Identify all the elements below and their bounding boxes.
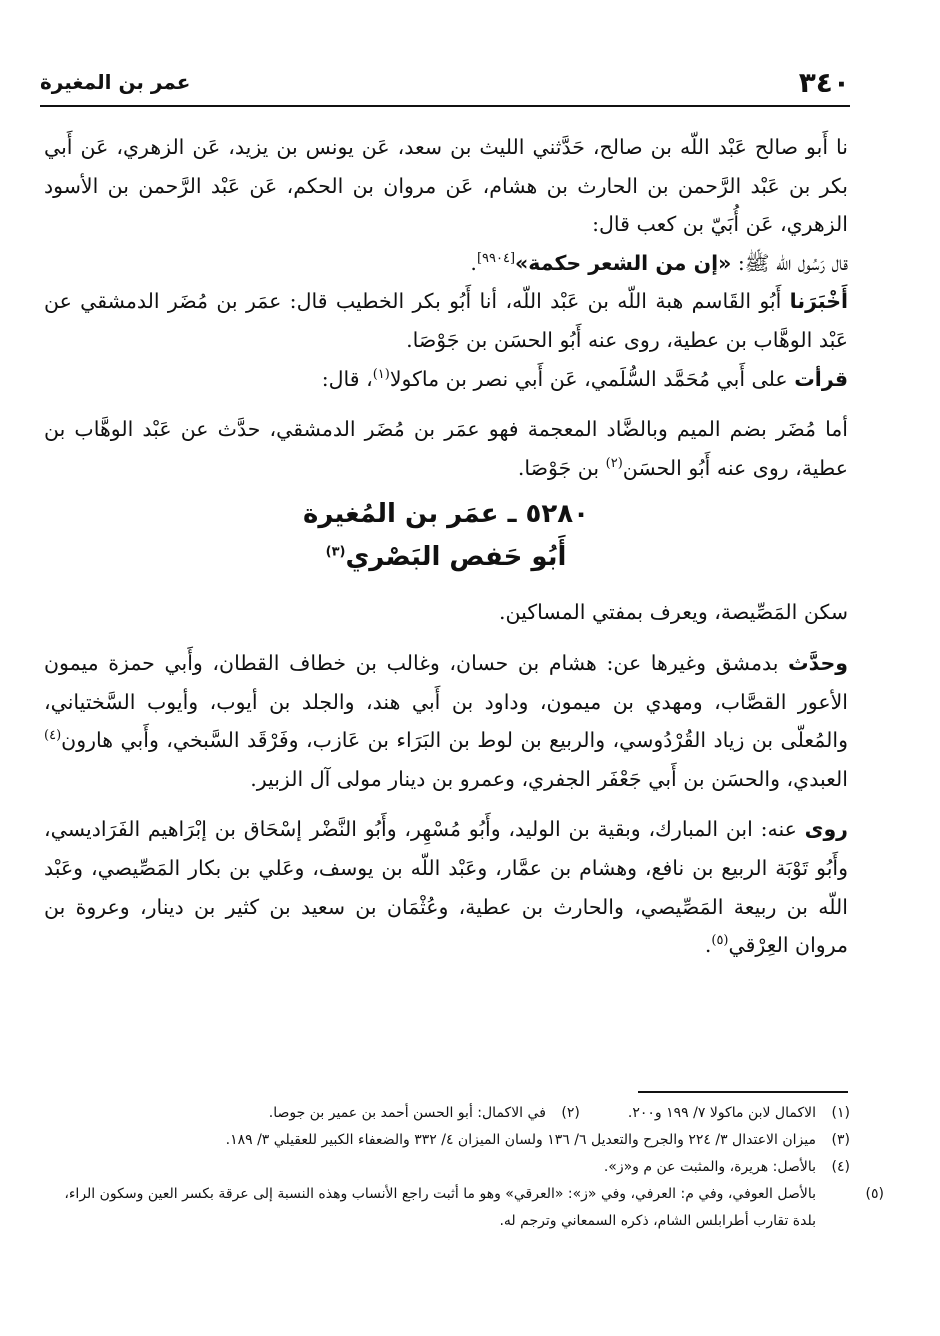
paragraph-qaratu — [44, 360, 848, 399]
paragraph-text: على أَبي مُحَمَّد السُّلَمي، عَن أَبي نصر بن ماكولا — [389, 366, 795, 391]
footnote-text: ميزان الاعتدال ٣/ ٢٢٤ والجرح والتعديل ٦/ ١٣٦ ولسان الميزان ٤/ ٣٣٢ والضعفاء الكبير للعقيلي ٣/ ١٨٩. — [225, 1132, 816, 1148]
footnote-number: (٥) — [865, 1186, 884, 1202]
footnote-5 — [44, 1181, 884, 1235]
hadith-quote: «إن من الشعر حكمة» — [515, 250, 732, 275]
paragraph-text: العبدي، والحسَن بن أَبي جَعْفَر الجفري، وعمرو بن دينار مولى آل الزبير. — [250, 766, 848, 791]
paragraph-text: بن جَوْصَا. — [517, 455, 606, 480]
header-rule — [40, 105, 850, 107]
footnote-number: (٤) — [831, 1159, 850, 1175]
paragraph-text: أما مُضَر بضم الميم وبالضَّاد المعجمة فهو عمَر بن مُضَر الدمشقي، حدَّث عن عَبْد الوهَّاب بن عطية، روى عنه أَبُو الحسَن — [44, 417, 848, 480]
footnote-marker: (٤) — [44, 728, 62, 744]
paragraph-text: أَبُو القَاسم هبة اللّه بن عَبْد اللّه، أنا أَبُو بكر الخطيب قال: عمَر بن مُضَر الدمشقي عن عَبْد الوهَّاب بن عطية، روى عنه أَبُو الحسَن بن جَوْصَا. — [44, 289, 848, 352]
footnote-text: بالأصل العوفي، وفي م: العرفي، وفي «ز»: «العرقي» وهو ما أثبت راجع الأنساب وهذه النسبة إلى عرقة بكسر العين وسكون الراء، بلدة تقارب أطرابلس الشام، ذكره السمعاني وترجم له. — [64, 1186, 816, 1229]
footnote-row — [44, 1100, 850, 1127]
entry-subtitle — [44, 535, 848, 579]
spacer — [44, 798, 848, 810]
footnote-marker: (٥) — [711, 933, 729, 949]
footnote-marker: (١) — [372, 366, 390, 382]
lead-word: وحدَّث — [788, 650, 848, 675]
paragraph-hadith: قال رَسُول اللّه ﷺ: «إن من الشعر حكمة»[٩٩٠٤]. — [470, 250, 848, 275]
footnote-number: (٢) — [561, 1105, 580, 1121]
page-number: ٣٤٠ — [798, 65, 850, 99]
paragraph-akhbarana — [44, 282, 848, 359]
paragraph-teachers — [44, 644, 848, 798]
footnote-3 — [44, 1127, 850, 1154]
spacer — [44, 632, 848, 644]
hadith-reference: [٩٩٠٤] — [476, 250, 516, 266]
lead-word: قرأت — [794, 366, 848, 391]
footnote-text: بالأصل: هريرة، والمثبت عن م و«ز». — [603, 1159, 816, 1175]
paragraph-text: بدمشق وغيرها عن: هشام بن حسان، وغالب بن خطاف القطان، وأَبي حمزة ميمون الأعور القصَّاب، ومهدي بن ميمون، وداود بن أَبي هند، والجلد بن أيوب، وأيوب السَّختياني، والمُعلّى بن زياد القُرْدُوسي، والربيع بن لوط بن البَرَاء بن عَازب، وفَرْقَد السَّبخي، وأَبي هارون — [44, 650, 848, 753]
lead-word: روى — [804, 817, 848, 842]
entry-kunya: أَبُو حَفص البَصْري — [345, 542, 567, 573]
footnotes — [44, 1100, 884, 1235]
footnote-rule — [638, 1091, 848, 1093]
footnote-4 — [44, 1154, 850, 1181]
paragraph-residence: سكن المَصِّيصة، ويعرف بمفتي المساكين. — [499, 600, 848, 625]
footnote-text: الاكمال لابن ماكولا ٧/ ١٩٩ و٢٠٠. — [627, 1105, 816, 1121]
lead-word: أَخْبَرَنا — [789, 289, 848, 314]
hadith-intro: قال رَسُول اللّه ﷺ: — [731, 250, 848, 275]
footnote-number: (٣) — [831, 1132, 850, 1148]
paragraph-mudar — [44, 410, 848, 487]
paragraph-text: ، قال: — [321, 366, 373, 391]
footnote-marker: (٣) — [325, 544, 346, 560]
paragraph-students — [44, 810, 848, 964]
footnote-1 — [628, 1100, 850, 1127]
spacer — [44, 398, 848, 410]
entry-title: ٥٢٨٠ ـ عمَر بن المُغيرة — [302, 499, 590, 530]
running-title: عمر بن المغيرة — [40, 70, 191, 94]
footnote-number: (١) — [831, 1105, 850, 1121]
footnote-text: في الاكمال: أبو الحسن أحمد بن عمير بن جوصا. — [268, 1105, 546, 1121]
footnote-marker: (٢) — [605, 455, 623, 471]
main-text — [44, 128, 848, 965]
page-header — [40, 62, 850, 102]
paragraph-text: . — [704, 933, 712, 958]
footnote-2 — [269, 1100, 580, 1127]
paragraph-isnad: نا أَبو صالح عَبْد اللّه بن صالح، حَدَّثني الليث بن سعد، عَن يونس بن يزيد، عَن الزهري، عَن أَبي بكر بن عَبْد الرَّحمن بن الحارث بن هشام، عَن مروان بن الحكم، عَن عَبْد الرَّحمن بن الأسود الزهري، عَن أُبَيّ بن كعب قال: — [44, 135, 848, 237]
paragraph-text: عنه: ابن المبارك، وبقية بن الوليد، وأَبُو مُسْهِر، وأَبُو النَّضْر إسْحَاق بن إبْرَاهيم الفَرَاديسي، وأَبُو تَوْبَة الربيع بن نافع، وهشام بن عمَّار، وعَبْد اللّه بن يوسف، وعَلي بن بكار المَصِّيصي، وعَبْد اللّه بن ربيعة المَصِّيصي، والحارث بن عطية، وعُثْمَان بن سعيد بن كثير بن دينار، وعروة بن مروان العِرْقي — [44, 817, 848, 958]
